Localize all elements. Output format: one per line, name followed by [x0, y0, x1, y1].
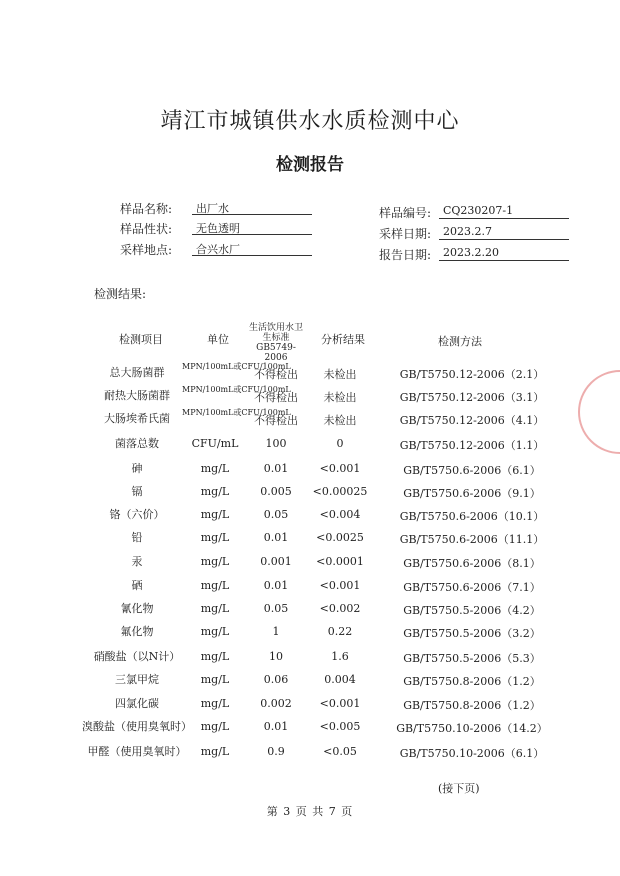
row-standard-cell: 0.001 [260, 555, 292, 568]
row-item-cell: 氰化物 [120, 602, 154, 615]
row-unit-cell: mg/L [200, 602, 230, 615]
row-result-cell: <0.001 [319, 579, 361, 592]
row-item-cell: 砷 [131, 462, 143, 475]
row-standard-cell: 0.05 [263, 508, 289, 521]
sample-number-value: CQ230207-1 [439, 204, 569, 219]
row-result-cell: 0.004 [324, 673, 356, 686]
row-standard-cell: 不得检出 [254, 414, 298, 427]
sampling-date-label: 采样日期: [379, 227, 432, 241]
row-unit-cell: mg/L [200, 531, 230, 544]
row-result-cell: <0.05 [323, 745, 357, 758]
row-unit-cell: MPN/100mL或CFU/100mL [182, 362, 291, 371]
row-unit-cell: MPN/100mL或CFU/100mL [182, 408, 291, 417]
row-unit-cell: mg/L [200, 625, 230, 638]
row-method-cell: GB/T5750.6-2006（7.1） [403, 581, 541, 594]
column-header-item: 检测项目 [119, 333, 163, 346]
row-standard-cell: 100 [265, 437, 287, 450]
row-unit-cell: mg/L [200, 462, 230, 475]
report-date-value: 2023.2.20 [439, 246, 569, 261]
row-method-cell: GB/T5750.12-2006（3.1） [399, 391, 545, 404]
row-method-cell: GB/T5750.5-2006（3.2） [403, 627, 541, 640]
row-unit-cell: mg/L [200, 555, 230, 568]
row-unit-cell: mg/L [200, 650, 230, 663]
sampling-location-value: 合兴水厂 [192, 241, 312, 256]
page-footer: 第 3 页 共 7 页 [266, 805, 354, 818]
red-stamp-seal [578, 370, 620, 454]
row-result-cell: 未检出 [323, 391, 357, 404]
row-result-cell: <0.001 [319, 697, 361, 710]
row-result-cell: <0.0001 [316, 555, 364, 568]
row-method-cell: GB/T5750.12-2006（1.1） [399, 439, 545, 452]
row-unit-cell: mg/L [200, 697, 230, 710]
row-unit-cell: mg/L [200, 485, 230, 498]
row-standard-cell: 0.01 [263, 720, 289, 733]
row-result-cell: <0.002 [319, 602, 361, 615]
row-standard-cell: 0.002 [260, 697, 292, 710]
row-standard-cell: 0.05 [263, 602, 289, 615]
sample-number-label: 样品编号: [379, 206, 432, 220]
row-unit-cell: mg/L [200, 720, 230, 733]
sample-property-value: 无色透明 [192, 220, 312, 235]
organization-title: 靖江市城镇供水水质检测中心 [160, 109, 460, 134]
column-header-method: 检测方法 [438, 335, 482, 348]
row-result-cell: <0.004 [319, 508, 361, 521]
row-unit-cell: mg/L [200, 673, 230, 686]
column-header-result: 分析结果 [321, 333, 365, 346]
row-item-cell: 硝酸盐（以N计） [93, 650, 181, 663]
row-unit-cell: CFU/mL [191, 437, 239, 450]
row-unit-cell: MPN/100mL或CFU/100mL [182, 385, 291, 394]
column-header-unit: 单位 [207, 333, 229, 346]
row-standard-cell: 不得检出 [254, 368, 298, 381]
row-item-cell: 溴酸盐（使用臭氧时） [82, 720, 192, 733]
row-standard-cell: 1 [272, 625, 280, 638]
row-method-cell: GB/T5750.5-2006（5.3） [403, 652, 541, 665]
row-result-cell: 未检出 [323, 414, 357, 427]
row-unit-cell: mg/L [200, 508, 230, 521]
row-method-cell: GB/T5750.6-2006（9.1） [403, 487, 541, 500]
sample-name-value: 出厂水 [192, 200, 312, 215]
row-method-cell: GB/T5750.8-2006（1.2） [403, 675, 541, 688]
row-item-cell: 铅 [131, 531, 143, 544]
row-standard-cell: 0.06 [263, 673, 289, 686]
row-item-cell: 硒 [131, 579, 143, 592]
row-standard-cell: 10 [269, 650, 283, 663]
row-unit-cell: mg/L [200, 579, 230, 592]
report-title: 检测报告 [276, 155, 344, 175]
row-item-cell: 汞 [131, 555, 143, 568]
row-result-cell: <0.00025 [312, 485, 368, 498]
row-item-cell: 四氯化碳 [115, 697, 159, 710]
row-result-cell: 1.6 [331, 650, 349, 663]
row-item-cell: 铬（六价） [109, 508, 165, 521]
sample-name-label: 样品名称: [120, 202, 173, 216]
row-method-cell: GB/T5750.6-2006（6.1） [403, 464, 541, 477]
results-section-label: 检测结果: [94, 287, 147, 301]
row-standard-cell: 0.9 [267, 745, 285, 758]
row-item-cell: 镉 [131, 485, 143, 498]
row-standard-cell: 0.01 [263, 531, 289, 544]
column-header-standard: 生活饮用水卫生标准GB5749-2006 [248, 323, 303, 363]
sample-property-label: 样品性状: [120, 222, 173, 236]
row-result-cell: 未检出 [323, 368, 357, 381]
row-result-cell: 0 [336, 437, 344, 450]
row-result-cell: <0.005 [319, 720, 361, 733]
continue-note: (接下页) [438, 782, 480, 795]
sampling-date-value: 2023.2.7 [439, 225, 569, 240]
row-standard-cell: 不得检出 [254, 391, 298, 404]
row-method-cell: GB/T5750.12-2006（4.1） [399, 414, 545, 427]
row-method-cell: GB/T5750.8-2006（1.2） [403, 699, 541, 712]
row-item-cell: 总大肠菌群 [109, 366, 165, 379]
row-method-cell: GB/T5750.10-2006（6.1） [399, 747, 545, 760]
row-method-cell: GB/T5750.12-2006（2.1） [399, 368, 545, 381]
row-result-cell: 0.22 [327, 625, 353, 638]
row-result-cell: <0.001 [319, 462, 361, 475]
row-item-cell: 甲醛（使用臭氧时） [87, 745, 187, 758]
row-item-cell: 三氯甲烷 [115, 673, 159, 686]
sampling-location-label: 采样地点: [120, 243, 173, 257]
row-standard-cell: 0.01 [263, 462, 289, 475]
row-method-cell: GB/T5750.5-2006（4.2） [403, 604, 541, 617]
row-method-cell: GB/T5750.6-2006（8.1） [403, 557, 541, 570]
row-result-cell: <0.0025 [316, 531, 364, 544]
row-method-cell: GB/T5750.10-2006（14.2） [396, 722, 548, 735]
row-item-cell: 氟化物 [120, 625, 154, 638]
row-item-cell: 大肠埃希氏菌 [104, 412, 170, 425]
row-item-cell: 菌落总数 [115, 437, 159, 450]
row-method-cell: GB/T5750.6-2006（11.1） [399, 533, 545, 546]
row-item-cell: 耐热大肠菌群 [104, 389, 170, 402]
row-method-cell: GB/T5750.6-2006（10.1） [399, 510, 545, 523]
row-unit-cell: mg/L [200, 745, 230, 758]
report-date-label: 报告日期: [379, 248, 432, 262]
row-standard-cell: 0.005 [260, 485, 292, 498]
row-standard-cell: 0.01 [263, 579, 289, 592]
